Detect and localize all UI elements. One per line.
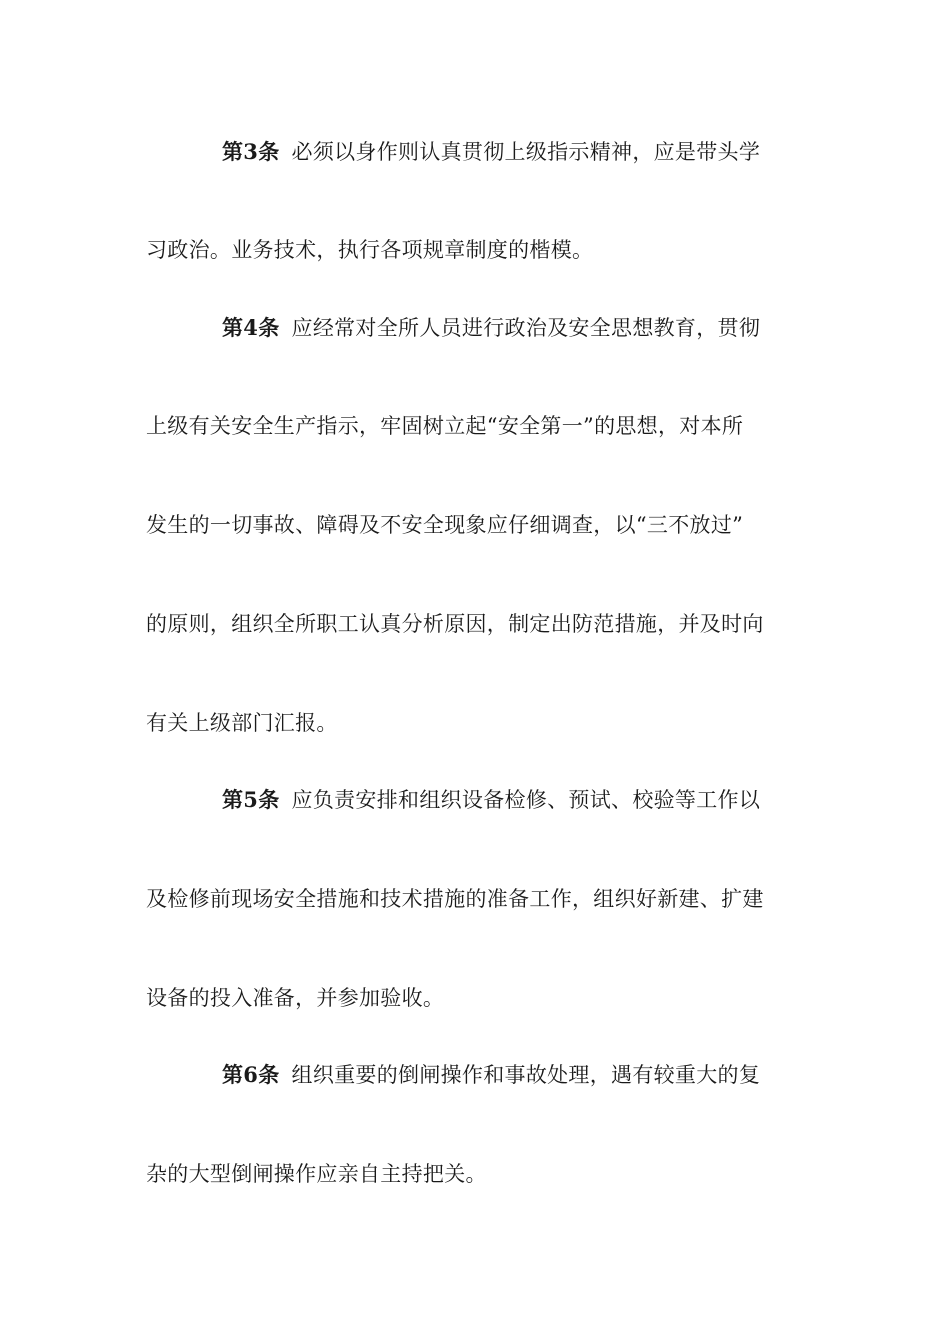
article-4-line-2: 上级有关安全生产指示，牢固树立起“安全第一”的思想，对本所 — [146, 414, 744, 438]
article-4-line-3: 发生的一切事故、障碍及不安全现象应仔细调查，以“三不放过” — [146, 513, 744, 537]
article-3-line-1 — [222, 137, 806, 167]
article-3-number: 第3条 — [222, 139, 280, 164]
article-5-text-1: 应负责安排和组织设备检修、预试、校验等工作以 — [291, 788, 761, 812]
article-6-line-2: 杂的大型倒闸操作应亲自主持把关。 — [146, 1162, 487, 1186]
article-6-line-1 — [222, 1060, 806, 1090]
article-6-text-1: 组织重要的倒闸操作和事故处理，遇有较重大的复 — [291, 1063, 761, 1087]
article-4-text-1: 应经常对全所人员进行政治及安全思想教育，贯彻 — [291, 316, 761, 340]
article-3-text-1: 必须以身作则认真贯彻上级指示精神，应是带头学 — [291, 140, 761, 164]
article-4-line-5: 有关上级部门汇报。 — [146, 711, 338, 735]
article-5-line-2: 及检修前现场安全措施和技术措施的准备工作，组织好新建、扩建 — [146, 887, 764, 911]
article-5-line-1 — [222, 785, 806, 815]
article-4-line-4: 的原则，组织全所职工认真分析原因，制定出防范措施，并及时向 — [146, 612, 764, 636]
article-6-number: 第6条 — [222, 1062, 280, 1087]
article-4-line-1 — [222, 313, 806, 343]
article-5-line-3: 设备的投入准备，并参加验收。 — [146, 986, 445, 1010]
article-3-line-2: 习政治。业务技术，执行各项规章制度的楷模。 — [146, 238, 594, 262]
article-5-number: 第5条 — [222, 787, 280, 812]
article-4-number: 第4条 — [222, 315, 280, 340]
